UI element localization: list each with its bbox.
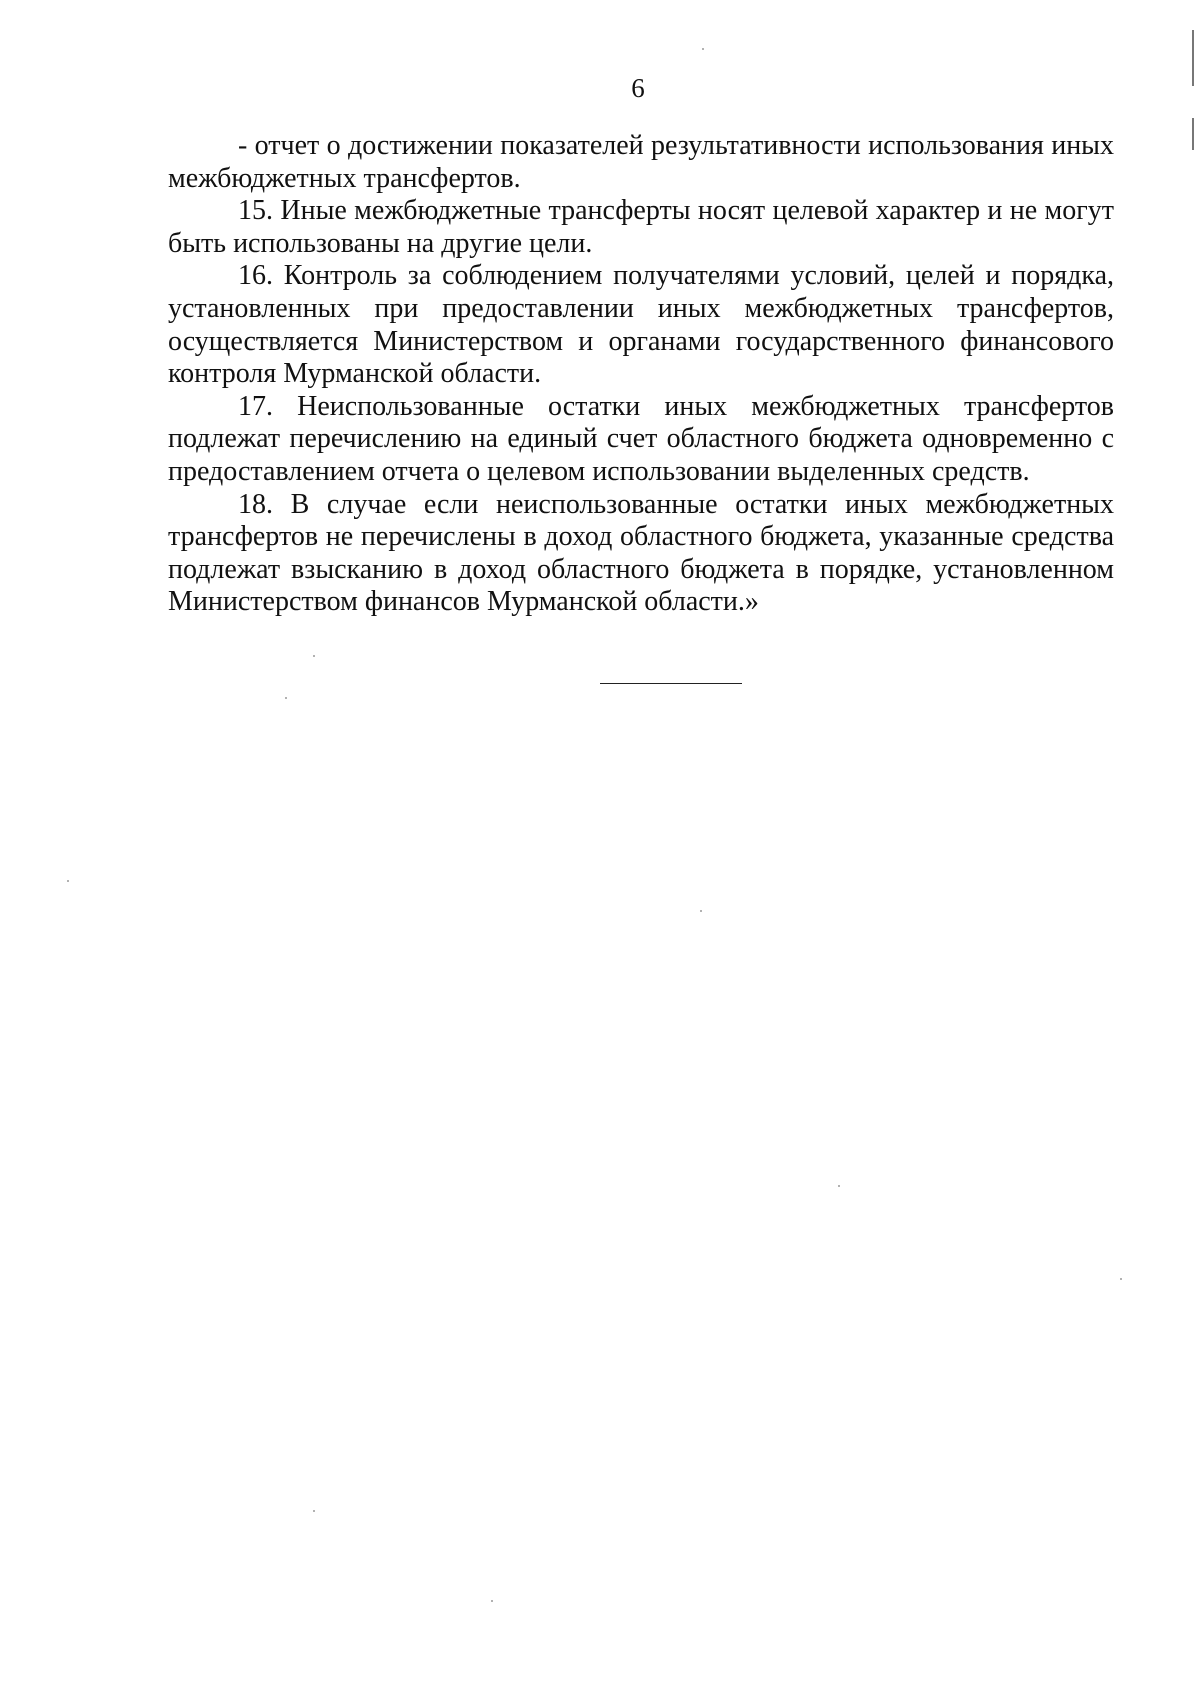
- scan-speck: [700, 910, 702, 912]
- page-number: 6: [631, 73, 645, 103]
- paragraph-report-item: - отчет о достижении показателей результативности использования иных межбюджетных трансфертов.: [168, 130, 1114, 194]
- paragraph-16: 16. Контроль за соблюдением получателями условий, целей и порядка, установленных при предоставлении иных межбюджетных трансфертов, осуществляется Министерством и органами государственного финансового контроля Мурманской области.: [168, 260, 1114, 390]
- paragraph-15: 15. Иные межбюджетные трансферты носят целевой характер и не могут быть использованы на другие цели.: [168, 195, 1114, 259]
- paragraph-17: 17. Неиспользованные остатки иных межбюджетных трансфертов подлежат перечислению на единый счет областного бюджета одновременно с предоставлением отчета о целевом использовании выделенных средств.: [168, 390, 1114, 487]
- scan-speck: [67, 880, 69, 882]
- end-of-document-rule: [600, 683, 742, 684]
- scan-edge-mark: [1192, 30, 1194, 86]
- scan-speck: [313, 1510, 315, 1512]
- scan-speck: [702, 48, 704, 50]
- scan-speck: [313, 655, 315, 657]
- scan-speck: [491, 1600, 493, 1602]
- scan-speck: [1120, 1278, 1122, 1280]
- scan-edge-mark: [1192, 118, 1194, 150]
- scan-speck: [285, 697, 287, 699]
- scan-speck: [838, 1185, 840, 1187]
- document-body: [168, 130, 1114, 619]
- paragraph-18: 18. В случае если неиспользованные остатки иных межбюджетных трансфертов не перечислены в доход областного бюджета, указанные средства подлежат взысканию в доход областного бюджета в порядке, установленном Министерством финансов Мурманской области.»: [168, 488, 1114, 618]
